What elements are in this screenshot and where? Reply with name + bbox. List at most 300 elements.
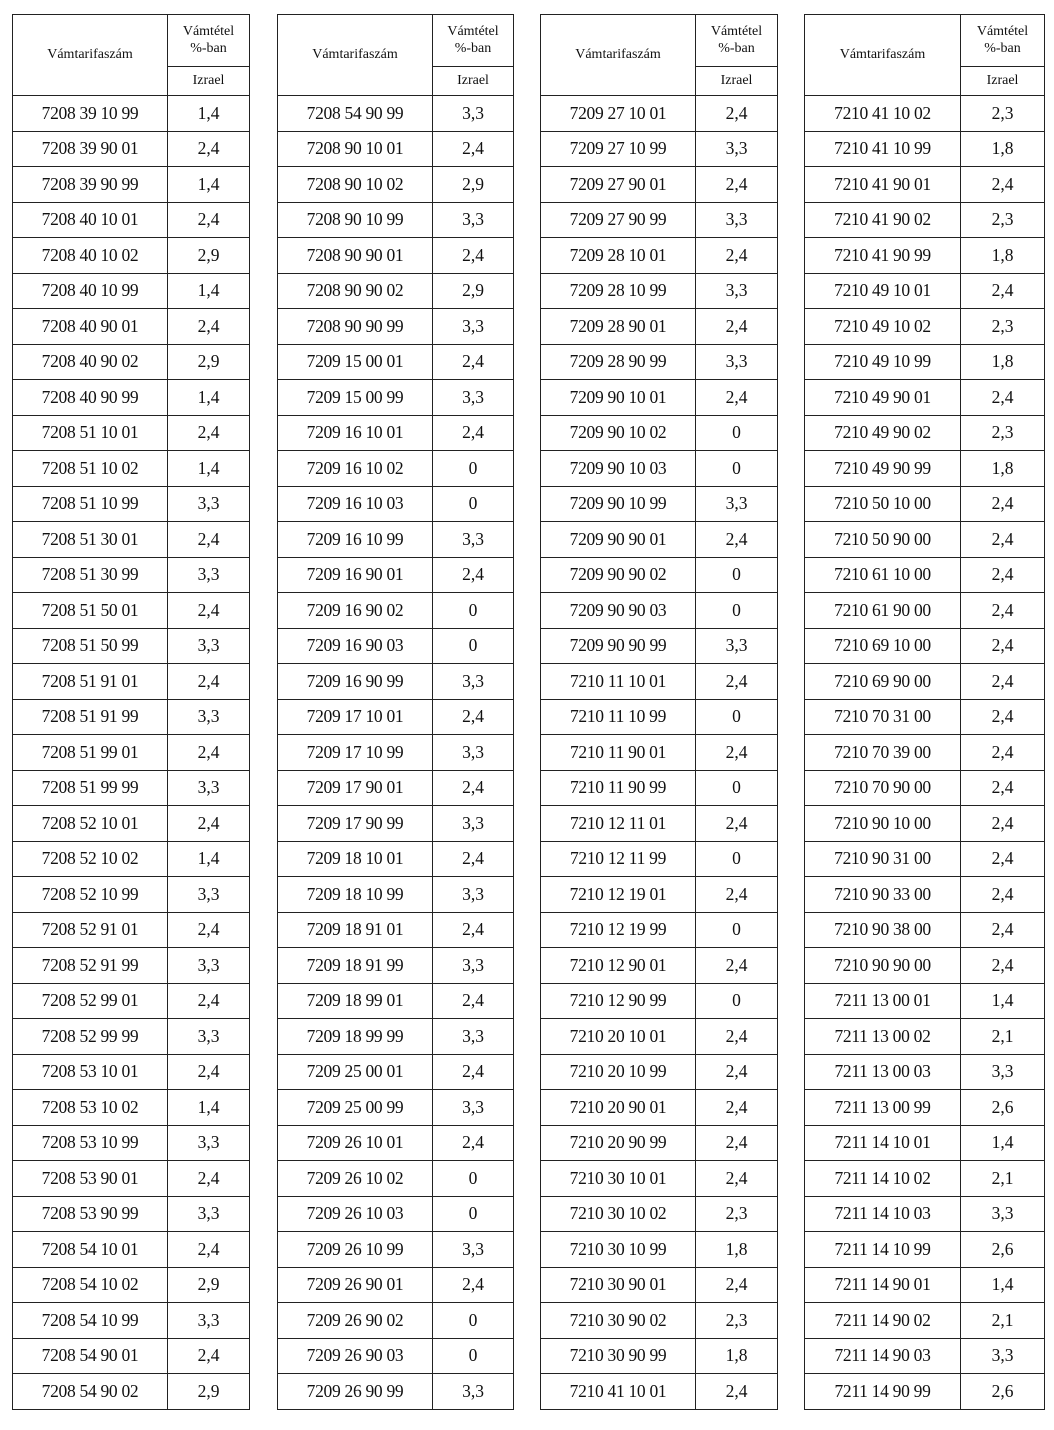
table-row xyxy=(278,628,514,664)
rate-cell: 2,3 xyxy=(961,202,1045,238)
table-row xyxy=(278,1019,514,1055)
table-row xyxy=(13,1232,250,1268)
table-row xyxy=(13,344,250,380)
tariff-code-cell: 7210 12 19 01 xyxy=(541,877,696,913)
tariff-code-cell: 7211 14 10 01 xyxy=(805,1125,961,1161)
table-row xyxy=(541,273,778,309)
tariff-code-cell: 7208 54 90 01 xyxy=(13,1338,168,1374)
rate-cell: 3,3 xyxy=(433,1019,514,1055)
rate-cell: 2,4 xyxy=(961,380,1045,416)
tariff-code-cell: 7210 30 10 02 xyxy=(541,1196,696,1232)
rate-cell: 3,3 xyxy=(168,486,250,522)
rate-cell: 2,4 xyxy=(696,522,778,558)
rate-cell: 2,4 xyxy=(168,1232,250,1268)
code-column-header: Vámtarifaszám xyxy=(541,15,696,96)
rate-cell: 2,4 xyxy=(961,770,1045,806)
rate-cell: 2,4 xyxy=(168,806,250,842)
table-row xyxy=(13,841,250,877)
rate-cell: 2,4 xyxy=(696,1090,778,1126)
rate-cell: 0 xyxy=(433,1338,514,1374)
rate-cell: 1,4 xyxy=(961,1267,1045,1303)
tariff-code-cell: 7210 30 10 01 xyxy=(541,1161,696,1197)
table-row xyxy=(805,1125,1045,1161)
rate-cell: 3,3 xyxy=(433,877,514,913)
table-row xyxy=(541,309,778,345)
table-row xyxy=(541,380,778,416)
rate-cell: 2,6 xyxy=(961,1232,1045,1268)
tariff-code-cell: 7209 26 90 03 xyxy=(278,1338,433,1374)
rate-cell: 3,3 xyxy=(696,344,778,380)
table-row xyxy=(13,380,250,416)
rate-cell: 2,4 xyxy=(168,202,250,238)
table-row xyxy=(278,238,514,274)
tariff-code-cell: 7208 40 10 99 xyxy=(13,273,168,309)
table-row xyxy=(278,1090,514,1126)
tariff-code-cell: 7211 13 00 01 xyxy=(805,983,961,1019)
table-row xyxy=(278,1196,514,1232)
country-header: Izrael xyxy=(696,66,778,95)
rate-cell: 3,3 xyxy=(168,699,250,735)
tariff-code-cell: 7211 13 00 99 xyxy=(805,1090,961,1126)
rate-cell: 1,8 xyxy=(961,238,1045,274)
rate-cell: 1,4 xyxy=(168,273,250,309)
tariff-code-cell: 7209 26 10 02 xyxy=(278,1161,433,1197)
table-row xyxy=(278,770,514,806)
rate-cell: 2,4 xyxy=(961,948,1045,984)
table-row xyxy=(541,557,778,593)
table-row xyxy=(805,1374,1045,1410)
tariff-code-cell: 7210 70 90 00 xyxy=(805,770,961,806)
rate-cell: 2,4 xyxy=(696,1374,778,1410)
table-row xyxy=(278,1267,514,1303)
table-row xyxy=(13,557,250,593)
table-row xyxy=(278,167,514,203)
table-row xyxy=(541,344,778,380)
tariff-code-cell: 7210 49 10 01 xyxy=(805,273,961,309)
tariff-code-cell: 7210 90 31 00 xyxy=(805,841,961,877)
tariff-code-cell: 7208 51 10 99 xyxy=(13,486,168,522)
table-row xyxy=(13,1196,250,1232)
tariff-code-cell: 7209 17 10 99 xyxy=(278,735,433,771)
tariff-code-cell: 7209 90 90 03 xyxy=(541,593,696,629)
tariff-table-3 xyxy=(540,14,778,1410)
rate-cell: 3,3 xyxy=(168,877,250,913)
table-row xyxy=(13,1090,250,1126)
rate-cell: 0 xyxy=(433,486,514,522)
rate-cell: 2,4 xyxy=(168,1338,250,1374)
rate-cell: 2,4 xyxy=(433,415,514,451)
rate-cell: 2,4 xyxy=(961,806,1045,842)
rate-cell: 3,3 xyxy=(433,1374,514,1410)
tariff-code-cell: 7210 49 10 02 xyxy=(805,309,961,345)
rate-cell: 3,3 xyxy=(696,131,778,167)
tariff-code-cell: 7211 14 90 01 xyxy=(805,1267,961,1303)
country-header: Izrael xyxy=(433,66,514,95)
tariff-code-cell: 7210 90 38 00 xyxy=(805,912,961,948)
table-row xyxy=(278,1125,514,1161)
table-row xyxy=(805,131,1045,167)
tariff-code-cell: 7209 18 99 01 xyxy=(278,983,433,1019)
table-row xyxy=(805,167,1045,203)
rate-cell: 0 xyxy=(696,841,778,877)
tariff-code-cell: 7209 27 10 99 xyxy=(541,131,696,167)
tariff-code-cell: 7209 26 90 99 xyxy=(278,1374,433,1410)
tariff-code-cell: 7209 25 00 01 xyxy=(278,1054,433,1090)
table-row xyxy=(278,96,514,132)
rate-cell: 0 xyxy=(696,699,778,735)
tariff-code-cell: 7208 40 10 02 xyxy=(13,238,168,274)
table-row xyxy=(13,948,250,984)
table-row xyxy=(805,1161,1045,1197)
rate-cell: 2,4 xyxy=(433,131,514,167)
table-row xyxy=(13,806,250,842)
tariff-code-cell: 7208 51 10 02 xyxy=(13,451,168,487)
rate-cell: 2,4 xyxy=(168,912,250,948)
rate-cell: 2,9 xyxy=(168,238,250,274)
table-row xyxy=(13,1125,250,1161)
table-row xyxy=(805,841,1045,877)
tariff-code-cell: 7209 25 00 99 xyxy=(278,1090,433,1126)
table-row xyxy=(541,1338,778,1374)
rate-cell: 1,8 xyxy=(961,451,1045,487)
rate-cell: 3,3 xyxy=(433,380,514,416)
tariff-code-cell: 7208 54 10 01 xyxy=(13,1232,168,1268)
table-row xyxy=(278,983,514,1019)
rate-cell: 2,4 xyxy=(433,344,514,380)
rate-cell: 3,3 xyxy=(433,664,514,700)
rate-cell: 2,4 xyxy=(961,628,1045,664)
tariff-code-cell: 7211 14 10 02 xyxy=(805,1161,961,1197)
rate-cell: 0 xyxy=(433,1303,514,1339)
tariff-code-cell: 7208 51 99 01 xyxy=(13,735,168,771)
table-row xyxy=(541,1303,778,1339)
rate-cell: 2,4 xyxy=(696,1125,778,1161)
tariff-code-cell: 7208 40 90 02 xyxy=(13,344,168,380)
table-row xyxy=(541,877,778,913)
rate-cell: 1,4 xyxy=(961,983,1045,1019)
table-row xyxy=(805,486,1045,522)
tariff-code-cell: 7209 26 10 01 xyxy=(278,1125,433,1161)
tariff-code-cell: 7210 30 90 01 xyxy=(541,1267,696,1303)
rate-cell: 2,6 xyxy=(961,1090,1045,1126)
table-row xyxy=(805,522,1045,558)
tariff-code-cell: 7209 26 90 01 xyxy=(278,1267,433,1303)
rate-cell: 3,3 xyxy=(168,628,250,664)
table-row xyxy=(541,983,778,1019)
tariff-code-cell: 7210 20 10 01 xyxy=(541,1019,696,1055)
rate-cell: 2,4 xyxy=(961,273,1045,309)
table-row xyxy=(278,1161,514,1197)
tariff-code-cell: 7208 90 90 99 xyxy=(278,309,433,345)
tariff-code-cell: 7209 16 90 02 xyxy=(278,593,433,629)
table-row xyxy=(805,628,1045,664)
rate-cell: 0 xyxy=(696,557,778,593)
rate-cell: 1,4 xyxy=(168,841,250,877)
rate-cell: 2,4 xyxy=(168,522,250,558)
tariff-code-cell: 7209 90 90 01 xyxy=(541,522,696,558)
rate-cell: 2,4 xyxy=(433,699,514,735)
tariff-code-cell: 7210 30 10 99 xyxy=(541,1232,696,1268)
table-row xyxy=(278,1232,514,1268)
table-row xyxy=(805,380,1045,416)
tariff-code-cell: 7208 90 10 99 xyxy=(278,202,433,238)
table-row xyxy=(278,664,514,700)
table-row xyxy=(13,628,250,664)
tariff-code-cell: 7209 18 10 01 xyxy=(278,841,433,877)
table-row xyxy=(541,664,778,700)
rate-cell: 3,3 xyxy=(433,735,514,771)
rate-header-line1: Vámtétel xyxy=(710,24,763,40)
tariff-code-cell: 7210 90 33 00 xyxy=(805,877,961,913)
rate-cell: 2,4 xyxy=(696,1054,778,1090)
rate-cell: 2,3 xyxy=(961,415,1045,451)
table-row xyxy=(13,238,250,274)
tariff-code-cell: 7208 51 30 01 xyxy=(13,522,168,558)
table-row xyxy=(805,238,1045,274)
tariff-code-cell: 7208 90 10 02 xyxy=(278,167,433,203)
table-row xyxy=(805,735,1045,771)
tariff-code-cell: 7210 12 90 99 xyxy=(541,983,696,1019)
table-row xyxy=(541,912,778,948)
tariff-code-cell: 7210 20 10 99 xyxy=(541,1054,696,1090)
table-row xyxy=(13,451,250,487)
tariff-code-cell: 7211 14 10 99 xyxy=(805,1232,961,1268)
tariff-code-cell: 7210 70 39 00 xyxy=(805,735,961,771)
tariff-code-cell: 7210 69 90 00 xyxy=(805,664,961,700)
rate-cell: 2,4 xyxy=(433,1267,514,1303)
tariff-code-cell: 7210 11 90 01 xyxy=(541,735,696,771)
table-row xyxy=(13,309,250,345)
rate-cell: 2,4 xyxy=(168,664,250,700)
table-row xyxy=(278,735,514,771)
rate-cell: 2,4 xyxy=(696,1267,778,1303)
tariff-code-cell: 7211 14 90 99 xyxy=(805,1374,961,1410)
tariff-code-cell: 7209 16 10 03 xyxy=(278,486,433,522)
rate-header-line1: Vámtétel xyxy=(447,24,499,40)
rate-cell: 2,4 xyxy=(433,983,514,1019)
tariff-code-cell: 7209 27 90 99 xyxy=(541,202,696,238)
rate-cell: 3,3 xyxy=(168,770,250,806)
tariff-code-cell: 7209 90 90 02 xyxy=(541,557,696,593)
rate-cell: 2,4 xyxy=(168,1161,250,1197)
table-row xyxy=(805,451,1045,487)
table-row xyxy=(278,1374,514,1410)
tariff-code-cell: 7210 11 10 99 xyxy=(541,699,696,735)
table-row xyxy=(13,664,250,700)
rate-cell: 3,3 xyxy=(168,1019,250,1055)
table-row xyxy=(278,273,514,309)
rate-cell: 2,4 xyxy=(696,1019,778,1055)
table-row xyxy=(13,486,250,522)
rate-cell: 3,3 xyxy=(433,1232,514,1268)
table-row xyxy=(805,1090,1045,1126)
rate-cell: 0 xyxy=(696,593,778,629)
rate-cell: 0 xyxy=(433,1196,514,1232)
tariff-code-cell: 7208 54 90 99 xyxy=(278,96,433,132)
rate-cell: 2,4 xyxy=(696,664,778,700)
tariff-code-cell: 7211 14 90 03 xyxy=(805,1338,961,1374)
table-row xyxy=(541,699,778,735)
rate-cell: 2,3 xyxy=(961,309,1045,345)
rate-cell: 1,4 xyxy=(168,380,250,416)
tariff-code-cell: 7209 90 90 99 xyxy=(541,628,696,664)
tariff-code-cell: 7208 54 10 99 xyxy=(13,1303,168,1339)
rate-header-line1: Vámtétel xyxy=(976,24,1029,40)
rate-cell: 2,3 xyxy=(696,1303,778,1339)
tariff-code-cell: 7208 53 10 01 xyxy=(13,1054,168,1090)
table-row xyxy=(541,1196,778,1232)
tariff-code-cell: 7209 28 10 01 xyxy=(541,238,696,274)
tariff-code-cell: 7210 41 90 01 xyxy=(805,167,961,203)
code-column-header: Vámtarifaszám xyxy=(278,15,433,96)
table-row xyxy=(278,486,514,522)
table-row xyxy=(541,1125,778,1161)
rate-cell: 2,4 xyxy=(696,948,778,984)
tariff-code-cell: 7210 50 90 00 xyxy=(805,522,961,558)
rate-cell: 3,3 xyxy=(961,1338,1045,1374)
table-row xyxy=(13,1054,250,1090)
table-row xyxy=(805,593,1045,629)
table-row xyxy=(805,948,1045,984)
tariff-code-cell: 7208 51 50 01 xyxy=(13,593,168,629)
tariff-code-cell: 7208 51 30 99 xyxy=(13,557,168,593)
tariff-code-cell: 7210 90 10 00 xyxy=(805,806,961,842)
tariff-code-cell: 7210 50 10 00 xyxy=(805,486,961,522)
rate-cell: 3,3 xyxy=(433,309,514,345)
rate-cell: 2,4 xyxy=(433,912,514,948)
tariff-code-cell: 7208 53 90 01 xyxy=(13,1161,168,1197)
rate-cell: 0 xyxy=(696,415,778,451)
rate-cell: 0 xyxy=(433,1161,514,1197)
table-row xyxy=(541,806,778,842)
rate-cell: 1,4 xyxy=(168,96,250,132)
rate-cell: 2,4 xyxy=(696,309,778,345)
table-row xyxy=(278,415,514,451)
tariff-code-cell: 7209 28 10 99 xyxy=(541,273,696,309)
tariff-code-cell: 7210 69 10 00 xyxy=(805,628,961,664)
tariff-code-cell: 7211 13 00 03 xyxy=(805,1054,961,1090)
rate-column-header xyxy=(168,15,250,67)
table-row xyxy=(13,593,250,629)
tariff-code-cell: 7208 51 91 01 xyxy=(13,664,168,700)
table-row xyxy=(13,1303,250,1339)
table-row xyxy=(805,806,1045,842)
table-row xyxy=(13,983,250,1019)
tariff-code-cell: 7208 54 10 02 xyxy=(13,1267,168,1303)
table-row xyxy=(13,1338,250,1374)
tariff-code-cell: 7211 14 90 02 xyxy=(805,1303,961,1339)
tariff-code-cell: 7209 16 10 01 xyxy=(278,415,433,451)
rate-cell: 2,1 xyxy=(961,1303,1045,1339)
rate-cell: 2,4 xyxy=(961,912,1045,948)
table-row xyxy=(278,202,514,238)
tariff-code-cell: 7208 90 90 02 xyxy=(278,273,433,309)
table-row xyxy=(278,309,514,345)
tariff-code-cell: 7209 18 99 99 xyxy=(278,1019,433,1055)
tariff-code-cell: 7209 17 90 99 xyxy=(278,806,433,842)
rate-cell: 2,4 xyxy=(961,522,1045,558)
rate-cell: 2,4 xyxy=(168,983,250,1019)
tariff-code-cell: 7210 49 90 02 xyxy=(805,415,961,451)
table-row xyxy=(13,96,250,132)
rate-cell: 3,3 xyxy=(961,1054,1045,1090)
tariff-code-cell: 7208 51 50 99 xyxy=(13,628,168,664)
rate-cell: 1,8 xyxy=(961,344,1045,380)
rate-cell: 2,4 xyxy=(433,1054,514,1090)
table-row xyxy=(805,1054,1045,1090)
rate-cell: 1,8 xyxy=(696,1338,778,1374)
rate-cell: 2,4 xyxy=(168,1054,250,1090)
table-row xyxy=(278,948,514,984)
tariff-code-cell: 7209 17 10 01 xyxy=(278,699,433,735)
tariff-code-cell: 7208 90 90 01 xyxy=(278,238,433,274)
rate-cell: 2,4 xyxy=(696,735,778,771)
tariff-code-cell: 7208 40 10 01 xyxy=(13,202,168,238)
rate-cell: 3,3 xyxy=(696,486,778,522)
rate-cell: 2,4 xyxy=(696,1161,778,1197)
tariff-code-cell: 7208 53 90 99 xyxy=(13,1196,168,1232)
table-row xyxy=(13,1267,250,1303)
rate-cell: 2,4 xyxy=(961,841,1045,877)
tariff-code-cell: 7210 49 90 99 xyxy=(805,451,961,487)
tariff-code-cell: 7210 11 10 01 xyxy=(541,664,696,700)
rate-column-header xyxy=(961,15,1045,67)
table-row xyxy=(805,557,1045,593)
table-row xyxy=(541,522,778,558)
tariff-code-cell: 7209 26 10 03 xyxy=(278,1196,433,1232)
table-row xyxy=(278,1303,514,1339)
tariff-code-cell: 7209 27 90 01 xyxy=(541,167,696,203)
table-row xyxy=(805,1196,1045,1232)
tariff-code-cell: 7211 13 00 02 xyxy=(805,1019,961,1055)
rate-cell: 2,4 xyxy=(696,806,778,842)
tariff-code-cell: 7208 52 99 99 xyxy=(13,1019,168,1055)
rate-column-header xyxy=(696,15,778,67)
tariff-code-cell: 7210 20 90 99 xyxy=(541,1125,696,1161)
rate-cell: 2,9 xyxy=(168,344,250,380)
rate-header-line2: %-ban xyxy=(718,41,755,57)
table-row xyxy=(278,522,514,558)
table-row xyxy=(13,522,250,558)
code-column-header: Vámtarifaszám xyxy=(805,15,961,96)
rate-cell: 2,4 xyxy=(433,1125,514,1161)
code-column-header: Vámtarifaszám xyxy=(13,15,168,96)
rate-cell: 2,4 xyxy=(433,557,514,593)
rate-cell: 3,3 xyxy=(168,557,250,593)
rate-cell: 3,3 xyxy=(168,1196,250,1232)
table-row xyxy=(541,1232,778,1268)
table-row xyxy=(13,1019,250,1055)
rate-cell: 2,4 xyxy=(168,131,250,167)
rate-cell: 2,4 xyxy=(696,877,778,913)
table-row xyxy=(541,1161,778,1197)
rate-cell: 2,4 xyxy=(961,735,1045,771)
tariff-code-cell: 7209 15 00 01 xyxy=(278,344,433,380)
table-row xyxy=(278,912,514,948)
tariff-code-cell: 7210 11 90 99 xyxy=(541,770,696,806)
tariff-code-cell: 7208 52 91 99 xyxy=(13,948,168,984)
tariff-code-cell: 7210 20 90 01 xyxy=(541,1090,696,1126)
tariff-code-cell: 7209 15 00 99 xyxy=(278,380,433,416)
tariff-code-cell: 7208 53 10 02 xyxy=(13,1090,168,1126)
rate-cell: 2,9 xyxy=(433,167,514,203)
table-row xyxy=(805,96,1045,132)
table-row xyxy=(541,1374,778,1410)
tariff-code-cell: 7208 39 10 99 xyxy=(13,96,168,132)
rate-cell: 0 xyxy=(696,770,778,806)
rate-cell: 3,3 xyxy=(696,273,778,309)
rate-cell: 2,4 xyxy=(961,593,1045,629)
